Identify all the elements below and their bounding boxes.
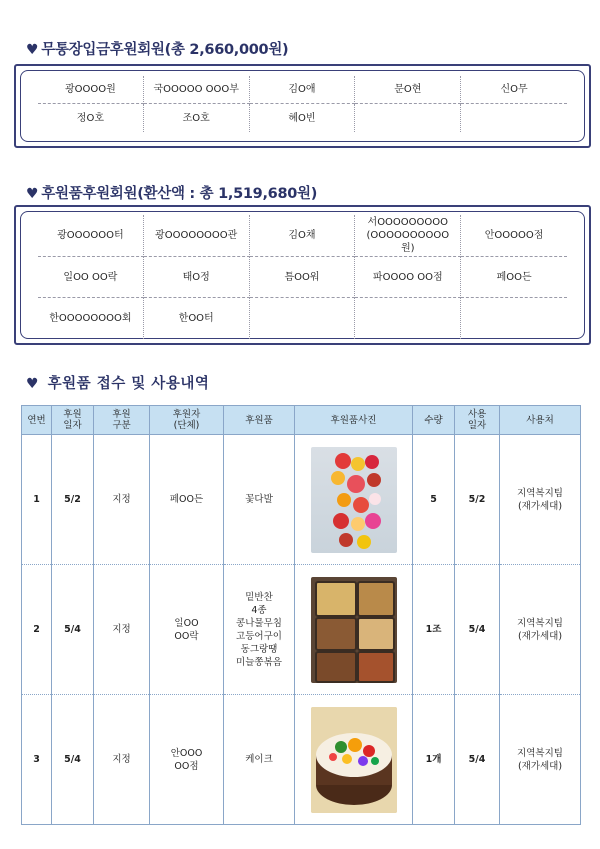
- section2-frame: [14, 205, 591, 345]
- heart-icon: ♥: [26, 42, 39, 58]
- member-cell: 광OOOOOOOO관: [144, 215, 250, 257]
- row-item: 케이크: [224, 695, 295, 825]
- member-cell: [461, 298, 567, 339]
- row-type: 지정: [94, 695, 150, 825]
- member-cell: 혜O빈: [250, 104, 356, 132]
- row-place: 지역복지팀 (재가세대): [500, 435, 581, 565]
- table-row: [22, 695, 581, 825]
- row-no: 1: [22, 435, 52, 565]
- section1-member-grid: [38, 76, 567, 132]
- header-donor: 후원자 (단체): [150, 406, 224, 435]
- header-no: 연번: [22, 406, 52, 435]
- section2-title: [26, 182, 317, 203]
- row-date: 5/2: [52, 435, 94, 565]
- member-cell: 광OOOO원: [38, 76, 144, 104]
- member-cell: 문O현: [355, 76, 461, 104]
- member-cell: [355, 104, 461, 132]
- member-cell: 서OOOOOOOOO (OOOOOOOOOO 원): [355, 215, 461, 257]
- row-photo: [295, 435, 413, 565]
- header-qty: 수량: [413, 406, 455, 435]
- row-no: 2: [22, 565, 52, 695]
- section3-title-text: 후원품 접수 및 사용내역: [47, 376, 210, 392]
- flowers-icon: [311, 447, 397, 553]
- header-date: 후원 일자: [52, 406, 94, 435]
- row-date: 5/4: [52, 695, 94, 825]
- section1-frame: [14, 64, 591, 148]
- usage-table: [21, 405, 581, 825]
- banchan-icon: [311, 577, 397, 683]
- member-cell: 파OOOO OO점: [355, 257, 461, 298]
- member-cell: 일OO OO락: [38, 257, 144, 298]
- member-cell: 신O무: [461, 76, 567, 104]
- row-use-date: 5/4: [455, 695, 500, 825]
- header-place: 사용처: [500, 406, 581, 435]
- table-row: [22, 565, 581, 695]
- row-qty: 1조: [413, 565, 455, 695]
- section1-title-text: 무통장입금후원회원(총 2,660,000원): [41, 42, 289, 58]
- member-cell: 광OOOOOO터: [38, 215, 144, 257]
- member-cell: 페OO든: [461, 257, 567, 298]
- row-place: 지역복지팀 (재가세대): [500, 695, 581, 825]
- row-type: 지정: [94, 435, 150, 565]
- row-use-date: 5/2: [455, 435, 500, 565]
- row-place: 지역복지팀 (재가세대): [500, 565, 581, 695]
- row-item: 꽃다발: [224, 435, 295, 565]
- member-cell: 한OO터: [144, 298, 250, 339]
- table-row: [22, 435, 581, 565]
- table-header-row: [22, 406, 581, 435]
- member-cell: [355, 298, 461, 339]
- row-donor: 페OO든: [150, 435, 224, 565]
- section2-title-text: 후원품후원회원(환산액 : 총 1,519,680원): [41, 186, 318, 202]
- member-cell: 태O정: [144, 257, 250, 298]
- member-cell: 김O애: [250, 76, 356, 104]
- member-cell: [461, 104, 567, 132]
- cake-icon: [311, 707, 397, 813]
- row-qty: 1개: [413, 695, 455, 825]
- section3-title: [26, 372, 209, 393]
- header-photo: 후원품사진: [295, 406, 413, 435]
- heart-icon: ♥: [26, 376, 40, 392]
- section2-member-grid: [38, 215, 567, 339]
- member-cell: 안OOOOO점: [461, 215, 567, 257]
- row-donor: 일OO OO락: [150, 565, 224, 695]
- header-use-date: 사용 일자: [455, 406, 500, 435]
- cake-drawing: [311, 707, 397, 813]
- member-cell: 정O호: [38, 104, 144, 132]
- member-cell: 국OOOOO OOO부: [144, 76, 250, 104]
- member-cell: 틈OO워: [250, 257, 356, 298]
- header-item: 후원품: [224, 406, 295, 435]
- member-cell: 한OOOOOOOO회: [38, 298, 144, 339]
- member-cell: [250, 298, 356, 339]
- row-item: 밑반찬 4종 콩나물무침 고등어구이 동그랑땡 미늘쫑볶음: [224, 565, 295, 695]
- row-donor: 안OOO OO점: [150, 695, 224, 825]
- member-cell: 김O채: [250, 215, 356, 257]
- row-qty: 5: [413, 435, 455, 565]
- row-use-date: 5/4: [455, 565, 500, 695]
- row-type: 지정: [94, 565, 150, 695]
- heart-icon: ♥: [26, 186, 39, 202]
- row-photo: [295, 695, 413, 825]
- header-type: 후원 구분: [94, 406, 150, 435]
- section1-title: [26, 38, 288, 59]
- row-no: 3: [22, 695, 52, 825]
- row-date: 5/4: [52, 565, 94, 695]
- member-cell: 조O호: [144, 104, 250, 132]
- row-photo: [295, 565, 413, 695]
